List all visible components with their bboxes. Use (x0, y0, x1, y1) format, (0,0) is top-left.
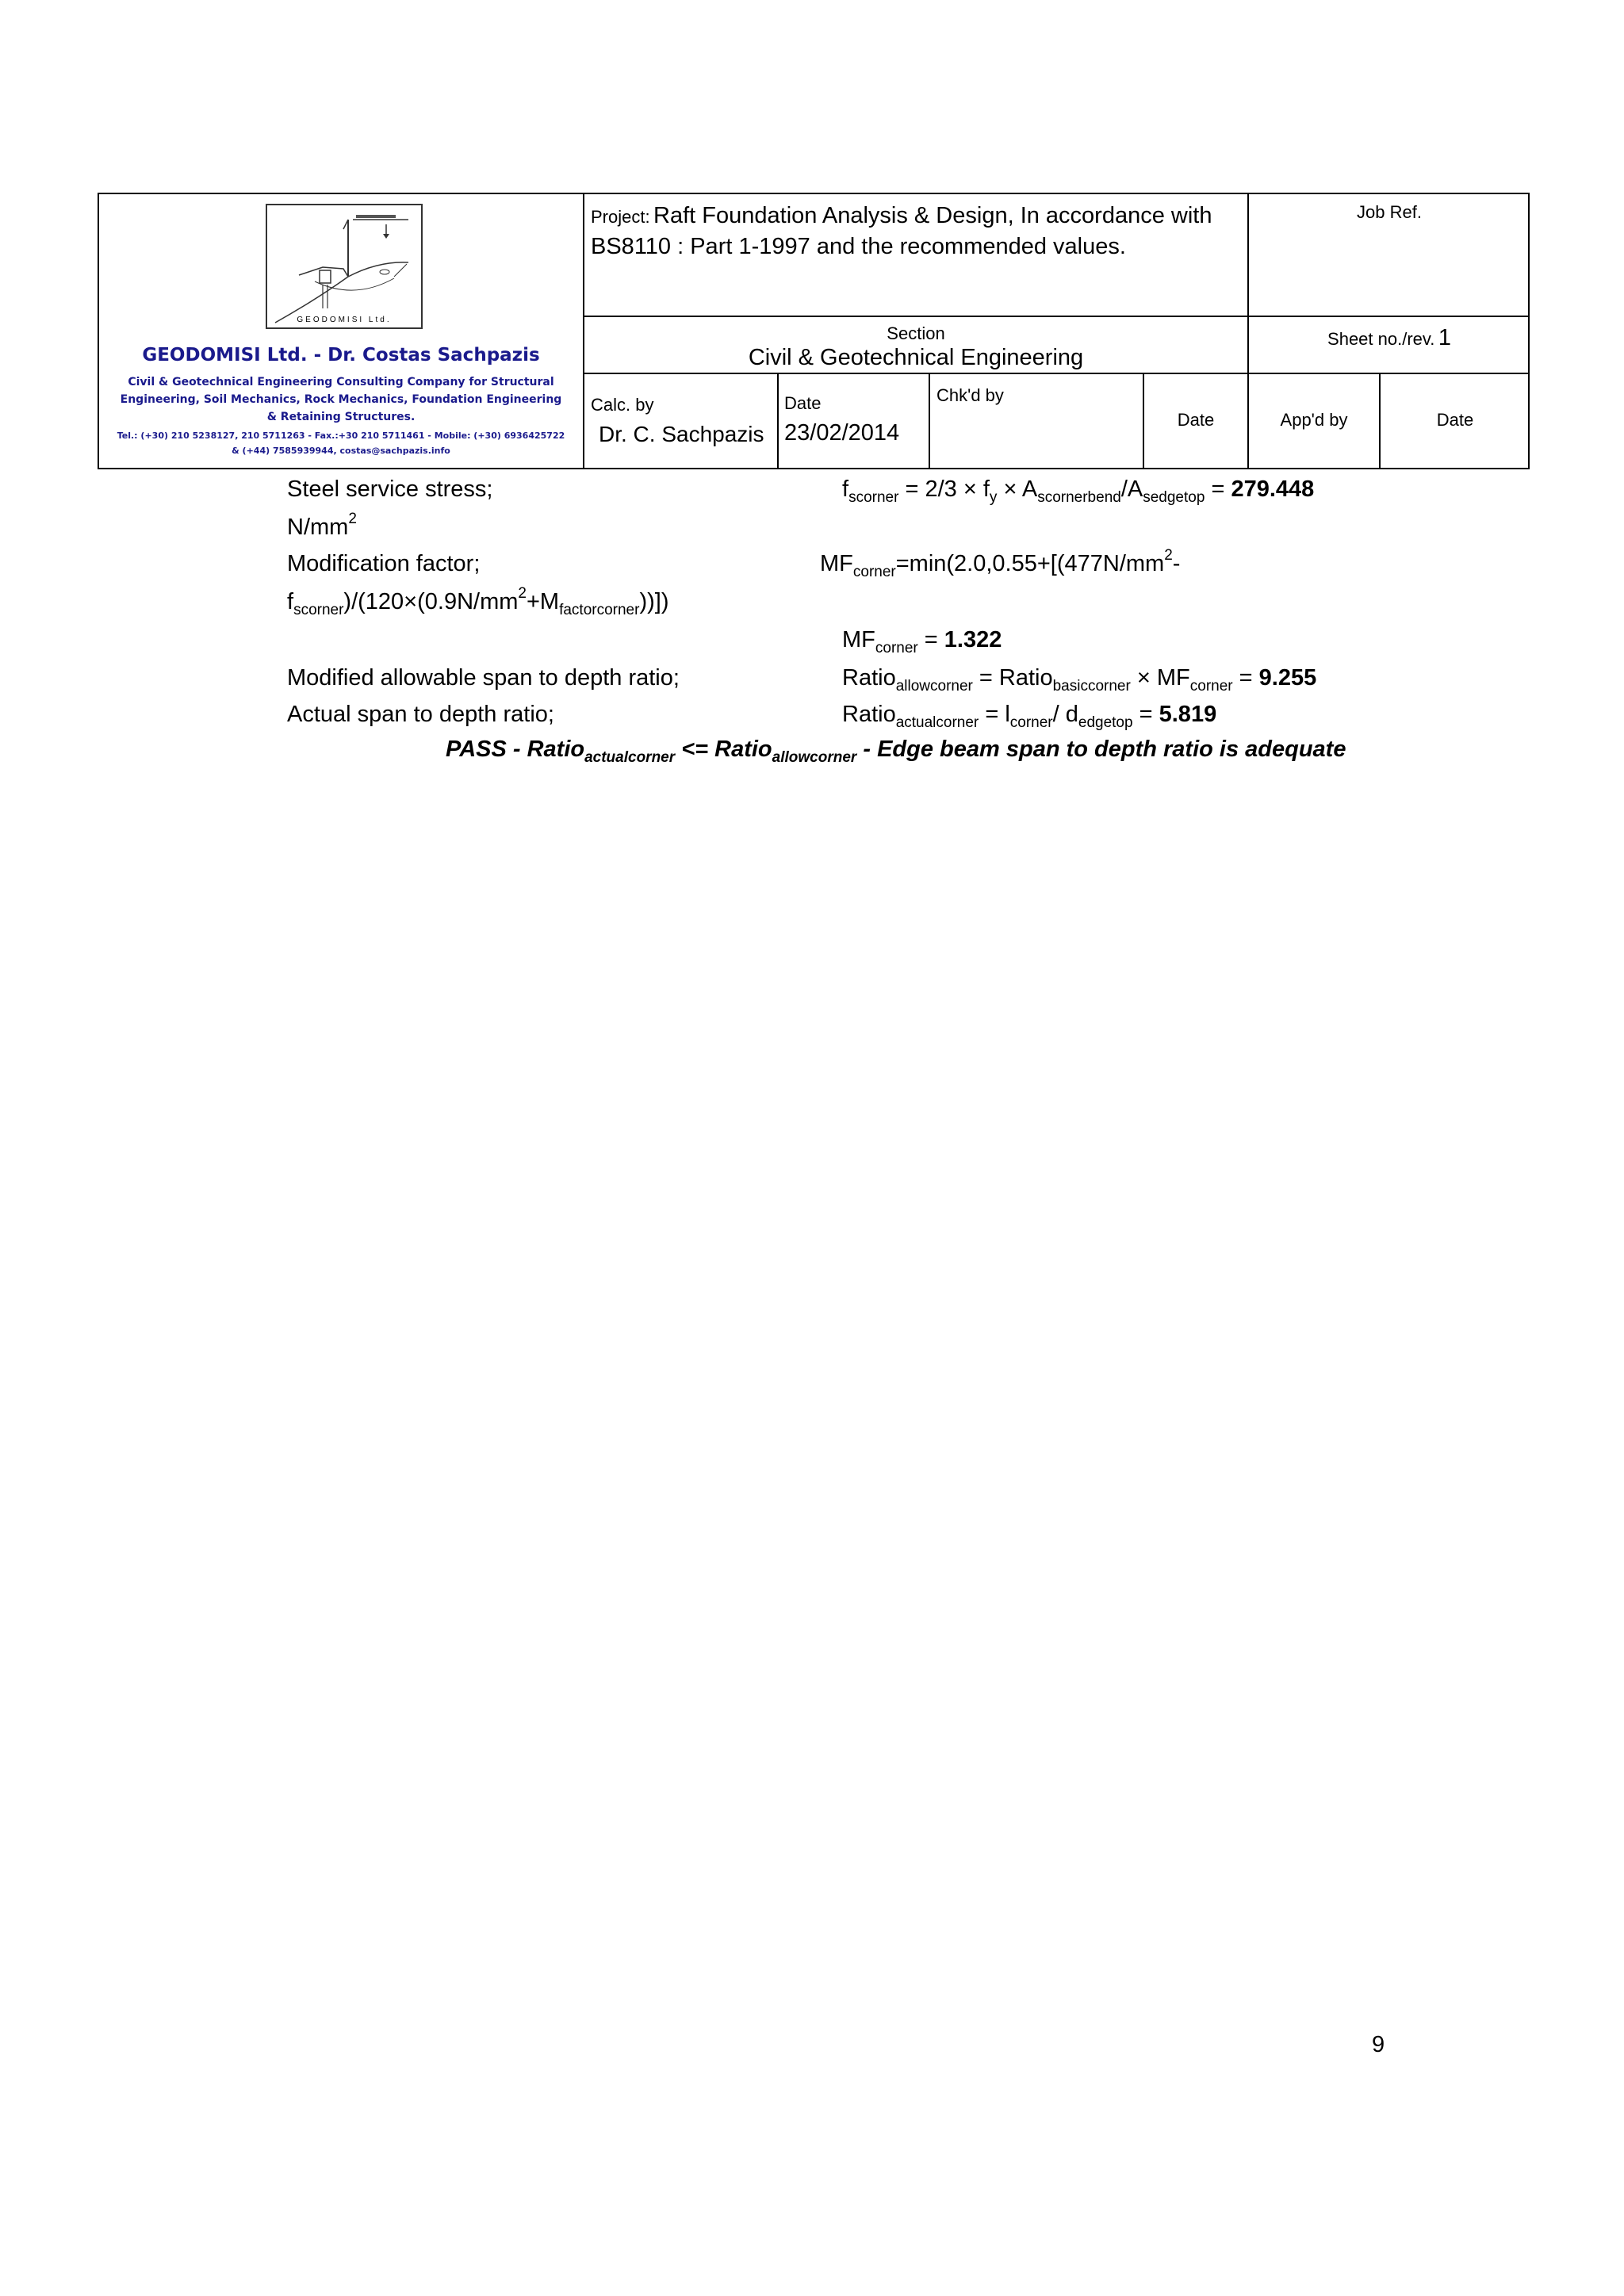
section-label: Section (887, 323, 945, 343)
sheet-label: Sheet no./rev. (1327, 329, 1435, 349)
retaining-wall-icon (267, 205, 421, 327)
header-table (98, 193, 1530, 469)
company-phone: Tel.: (+30) 210 5238127, 210 5711263 - Fax.:+30 210 5711461 - Mobile: (+30) 6936425722 & (+44) 7585939944, (117, 430, 565, 456)
pass-statement: PASS - Ratio$_{actualcorner}$ <= Ratio$_{allowcorner}$ - Edge beam span to depth ratio is adequate (446, 737, 1346, 766)
company-contact (115, 428, 567, 458)
date3-label: Date (1436, 410, 1474, 430)
modified-ratio-label: Modified allowable span to depth ratio; (287, 665, 680, 691)
steel-stress-unit: $N/mm^2$ (287, 511, 357, 540)
page-number: 9 (1372, 2032, 1385, 2057)
company-logo (266, 204, 423, 329)
pass-conclusion: - Edge beam span to depth ratio is adequate (863, 737, 1346, 762)
section-value: Civil & Geotechnical Engineering (748, 345, 1084, 370)
job-ref-label: Job Ref. (1357, 202, 1422, 222)
sheet-cell (1249, 325, 1530, 351)
mf-result: 1.322 (944, 627, 1002, 652)
modified-ratio-formula: Ratio$_{allowcorner}$ = Ratio$_{basiccorner}$ × $MF_{corner} = 9.255$ (842, 665, 1317, 695)
company-description: Civil & Geotechnical Engineering Consulting Company for Structural Engineering, Soil Mechanics, Rock Mechanics, Foundation Engineering & Retaining Structures. (120, 376, 562, 423)
chkd-by-label: Chk'd by (936, 385, 1004, 405)
sheet-value: 1 (1438, 325, 1451, 350)
modified-ratio-result: 9.255 (1258, 665, 1317, 691)
calc-by-value: Dr. C. Sachpazis (599, 422, 764, 446)
actual-ratio-result: 5.819 (1159, 702, 1217, 727)
company-cell (99, 194, 583, 468)
steel-stress-label: Steel service stress; (287, 476, 493, 502)
project-cell (591, 202, 1241, 264)
modification-formula-2: $f_{scorner})/(120\times(0.9N/mm^2+M_{factorcorner}))$]) (287, 585, 669, 618)
actual-ratio-label: Actual span to depth ratio; (287, 702, 554, 727)
date-value: 23/02/2014 (784, 420, 900, 446)
calc-by-label: Calc. by (591, 395, 654, 415)
project-text: Raft Foundation Analysis & Design, In accordance with BS8110 : Part 1-1997 and the recommended values. (591, 203, 1212, 259)
date2-label: Date (1177, 410, 1215, 430)
steel-stress-result: 279.448 (1231, 476, 1315, 502)
appd-by-label: App'd by (1280, 410, 1348, 430)
mf-result-line: $MF_{corner} = 1.322$ (842, 627, 1002, 656)
project-label: Project: (591, 207, 650, 227)
modification-formula-1: $MF_{corner}=\min(2.0,0.55+[(477N/mm^2-$ (820, 547, 1181, 580)
company-name: GEODOMISI Ltd. - Dr. Costas Sachpazis (142, 345, 540, 365)
actual-ratio-formula: Ratio$_{actualcorner}$ = $l_{corner}/$ $d_{edgetop} = 5.819$ (842, 702, 1217, 731)
steel-stress-formula: $f_{scorner} = 2/3 \times f_y \times A_{scornerbend}/A_{sedgetop} = 279.448$ (842, 476, 1315, 506)
modification-label: Modification factor; (287, 551, 481, 576)
date-label: Date (784, 393, 822, 413)
company-email-link[interactable]: costas@sachpazis.info (339, 446, 450, 456)
logo-caption: GEODOMISI Ltd. (297, 316, 392, 324)
